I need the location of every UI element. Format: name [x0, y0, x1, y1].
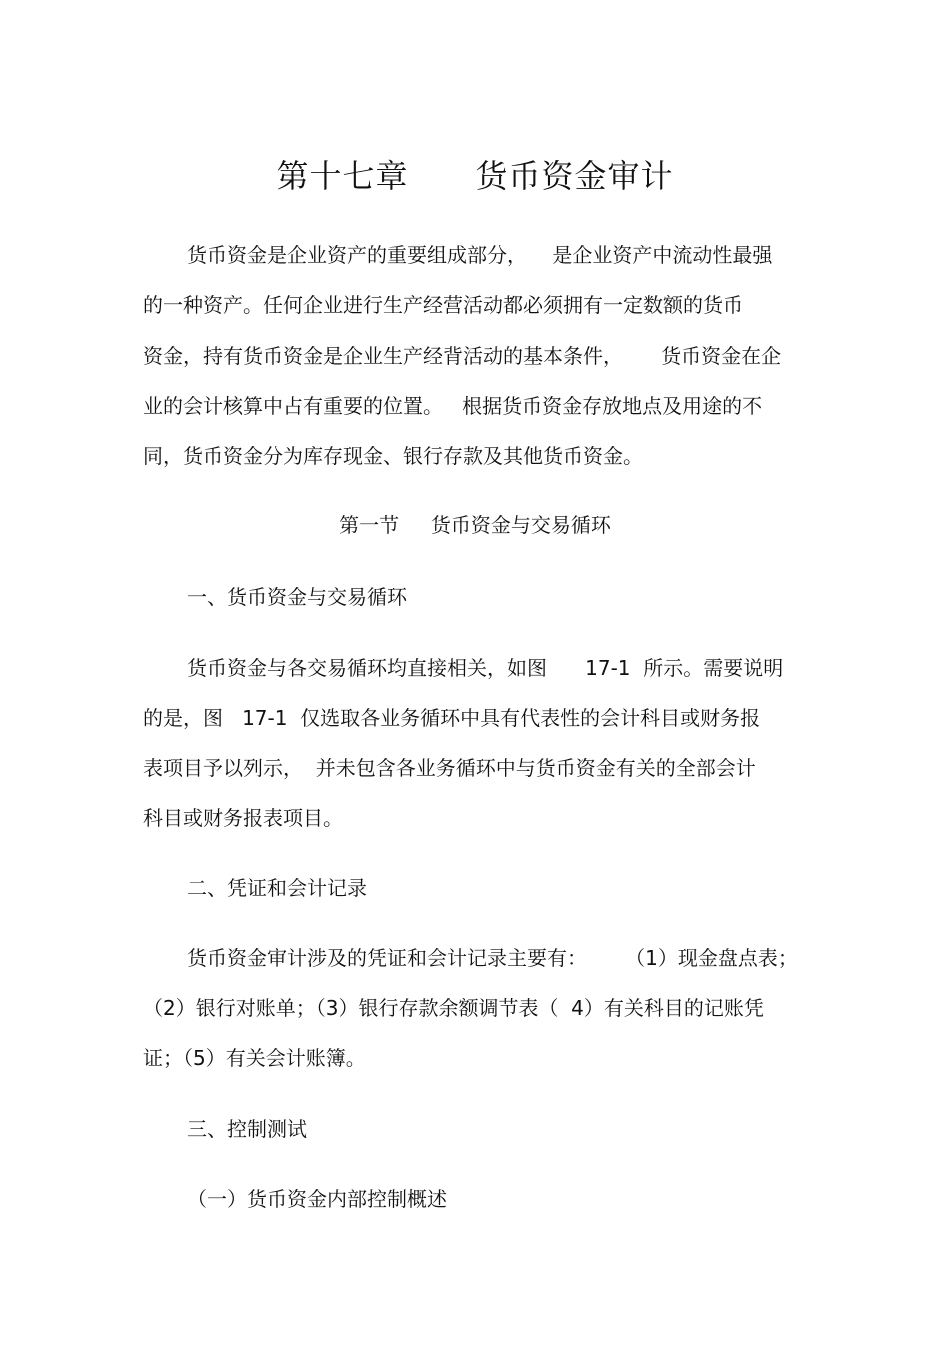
intro-line-1: 货币资金是企业资产的重要组成部分， 是企业资产中流动性最强 — [187, 243, 773, 267]
part1-line-4: 科目或财务报表项目。 — [143, 806, 343, 830]
part1-line-1: 货币资金与各交易循环均直接相关，如图 17-1 所示。需要说明 — [187, 656, 784, 680]
part3-subheading: （一）货币资金内部控制概述 — [187, 1187, 447, 1211]
intro-line-4: 业的会计核算中占有重要的位置。 根据货币资金存放地点及用途的不 — [143, 394, 763, 418]
part2-line-2: （2）银行对账单；（3）银行存款余额调节表（ 4）有关科目的记账凭 — [143, 996, 764, 1020]
intro-line-5: 同，货币资金分为库存现金、银行存款及其他货币资金。 — [143, 444, 643, 468]
part3-heading: 三、控制测试 — [187, 1117, 307, 1141]
part1-line-3: 表项目予以列示， 并未包含各业务循环中与货币资金有关的全部会计 — [143, 756, 756, 780]
part1-line-2: 的是，图 17-1 仅选取各业务循环中具有代表性的会计科目或财务报 — [143, 706, 761, 730]
part1-heading: 一、货币资金与交易循环 — [187, 585, 407, 609]
part2-heading: 二、凭证和会计记录 — [187, 876, 367, 900]
section-title: 第一节 货币资金与交易循环 — [339, 513, 611, 537]
chapter-title: 第十七章 货币资金审计 — [276, 157, 674, 195]
intro-line-2: 的一种资产。任何企业进行生产经营活动都必须拥有一定数额的货币 — [143, 293, 743, 317]
part2-line-1: 货币资金审计涉及的凭证和会计记录主要有： （1）现金盘点表； — [187, 946, 798, 970]
intro-line-3: 资金，持有货币资金是企业生产经背活动的基本条件， 货币资金在企 — [143, 344, 782, 368]
part2-line-3: 证；（5）有关会计账簿。 — [143, 1046, 366, 1070]
